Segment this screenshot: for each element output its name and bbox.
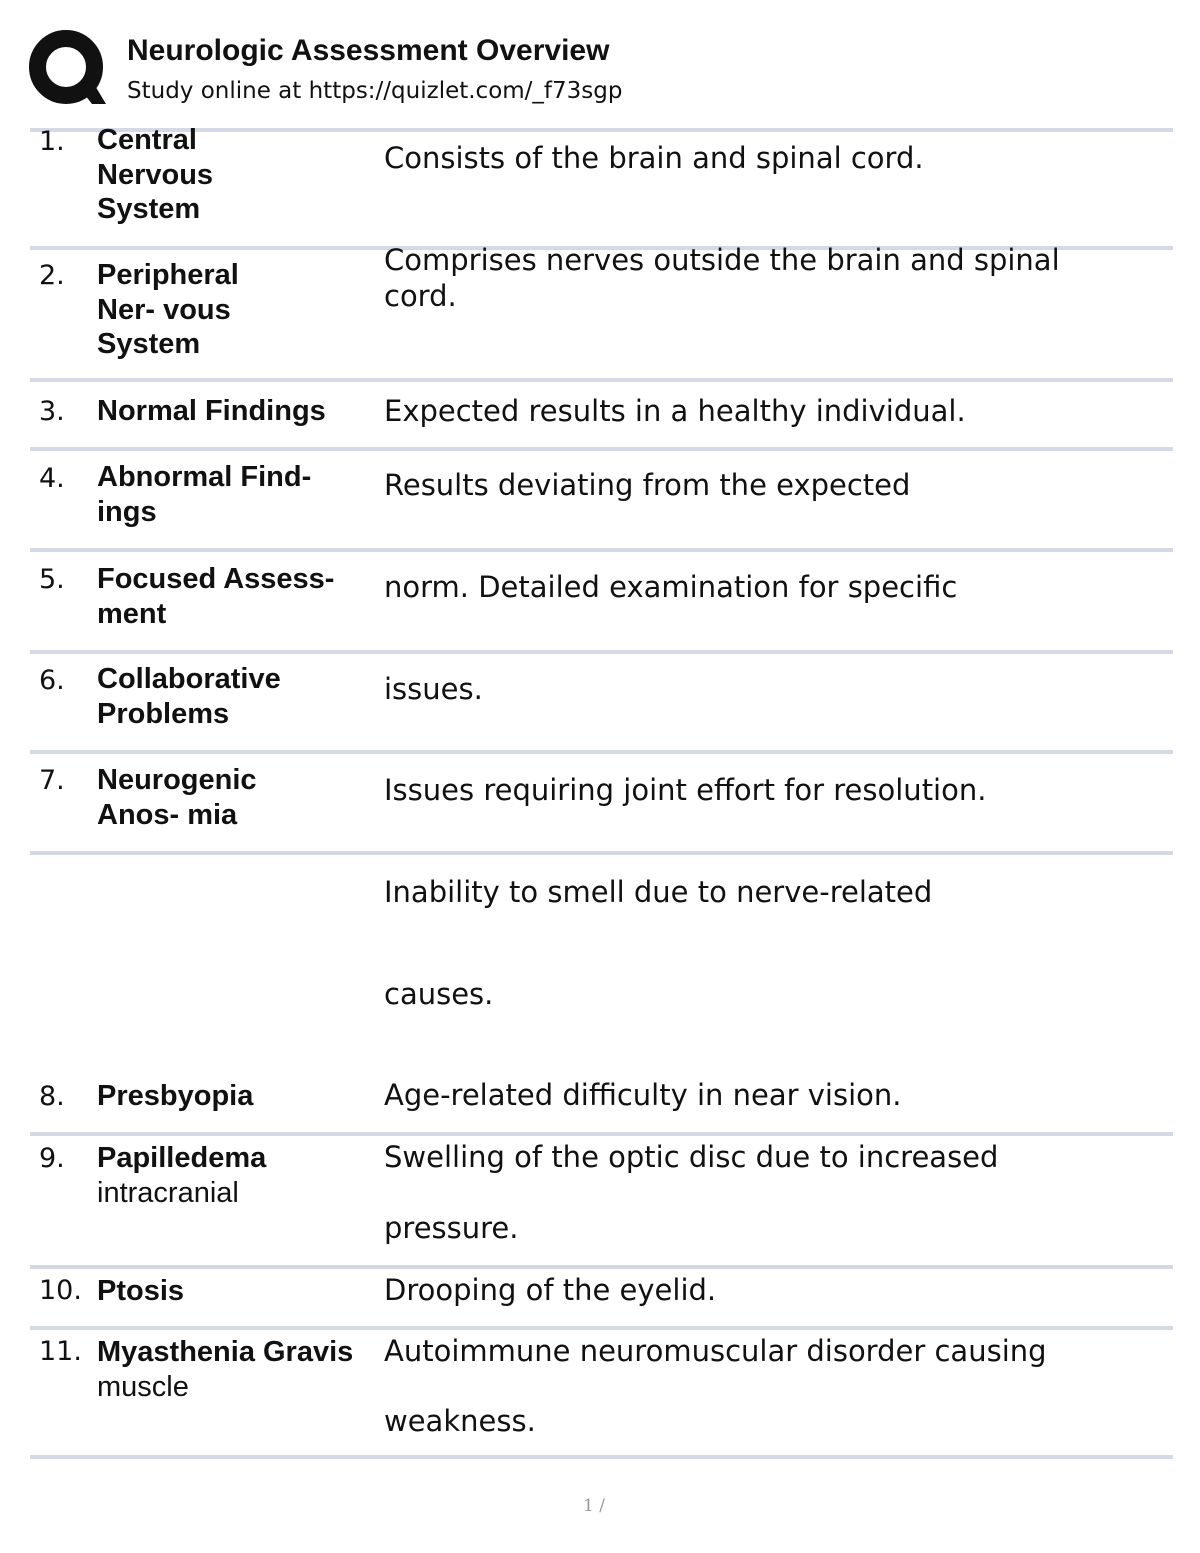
term-line: Ptosis (97, 1275, 185, 1307)
definition-line: Age-related difficulty in near vision. (384, 1078, 902, 1112)
card-number: 7. (39, 765, 65, 796)
card-definition (384, 1077, 902, 1113)
definition-line: Results deviating from the expected (384, 468, 911, 502)
card-definition (384, 1272, 716, 1308)
definition-line: Autoimmune neuromuscular disorder causing (384, 1334, 1047, 1368)
card-term (97, 662, 281, 731)
term-line: Papilledema (97, 1142, 267, 1174)
row-divider (30, 650, 1173, 654)
definition-line: issues. (384, 672, 483, 706)
term-line: Focused Assess- (97, 563, 335, 595)
card-number: 6. (39, 665, 65, 696)
term-line: Presbyopia (97, 1080, 254, 1112)
definition-line: pressure. (384, 1211, 519, 1245)
term-line: Neurogenic (97, 764, 257, 796)
card-term (97, 763, 257, 832)
row-divider (30, 1132, 1173, 1136)
term-line: Anos- mia (97, 798, 238, 831)
card-number: 9. (39, 1143, 65, 1174)
definition-line: Inability to smell due to nerve-related (384, 875, 933, 909)
definition-line: weakness. (384, 1404, 536, 1438)
term-line: System (97, 328, 201, 360)
term-line: ment (97, 597, 167, 630)
card-term (97, 1335, 353, 1404)
card-definition (384, 140, 924, 176)
card-definition (384, 242, 1060, 314)
card-definition (384, 467, 910, 503)
definition-line: Comprises nerves outside the brain and spinal (384, 243, 1060, 277)
card-definition (384, 671, 483, 707)
row-divider (30, 548, 1173, 552)
term-line: System (97, 193, 201, 225)
card-definition (384, 1139, 998, 1175)
row-divider (30, 851, 1173, 855)
term-line: Problems (97, 697, 230, 730)
card-definition (384, 772, 986, 808)
term-continuation: intracranial (97, 1176, 239, 1209)
card-term (97, 1274, 184, 1309)
definition-line: cord. (384, 279, 457, 313)
term-line: Nervous (97, 158, 214, 191)
card-number: 5. (39, 564, 65, 595)
definition-line: norm. Detailed examination for specific (384, 570, 958, 604)
card-definition (384, 1333, 1047, 1369)
card-term (97, 258, 239, 362)
definition-line: Consists of the brain and spinal cord. (384, 141, 924, 175)
card-definition (384, 1403, 536, 1439)
card-definition (384, 569, 957, 605)
card-number: 10. (39, 1275, 82, 1306)
card-definition (384, 393, 966, 429)
quizlet-q-logo-icon (28, 30, 108, 108)
term-line: Central (97, 124, 197, 156)
row-divider (30, 750, 1173, 754)
document-title: Neurologic Assessment Overview (127, 34, 610, 67)
row-divider (30, 1455, 1173, 1459)
term-line: Abnormal Find- (97, 461, 312, 493)
term-line: Ner- vous (97, 293, 231, 326)
card-term (97, 1079, 253, 1114)
study-link-subtitle: Study online at https://quizlet.com/_f73sgp (127, 78, 623, 104)
card-term (97, 460, 311, 529)
card-term (97, 562, 334, 631)
page-number: 1 / (583, 1496, 605, 1516)
card-definition (384, 1210, 518, 1246)
term-continuation: muscle (97, 1370, 189, 1403)
row-divider (30, 1326, 1173, 1330)
term-line: Collaborative (97, 663, 281, 695)
definition-line: causes. (384, 977, 494, 1011)
card-number: 1. (39, 126, 65, 157)
card-term (97, 394, 326, 429)
card-number: 11. (39, 1336, 82, 1367)
term-line: Myasthenia Gravis (97, 1336, 354, 1368)
term-line: Normal Findings (97, 395, 326, 427)
card-number: 4. (39, 463, 65, 494)
card-term (97, 123, 213, 227)
definition-line: Expected results in a healthy individual. (384, 394, 966, 428)
term-line: Peripheral (97, 259, 239, 291)
card-definition (384, 874, 932, 910)
card-number: 8. (39, 1081, 65, 1112)
definition-line: Drooping of the eyelid. (384, 1273, 717, 1307)
definition-line: Swelling of the optic disc due to increased (384, 1140, 999, 1174)
card-term (97, 1141, 266, 1210)
card-number: 2. (39, 260, 65, 291)
row-divider (30, 447, 1173, 451)
row-divider (30, 1265, 1173, 1269)
definition-line: Issues requiring joint effort for resolution. (384, 773, 987, 807)
card-number: 3. (39, 396, 65, 427)
term-line: ings (97, 495, 157, 528)
row-divider (30, 378, 1173, 382)
card-definition (384, 976, 493, 1012)
